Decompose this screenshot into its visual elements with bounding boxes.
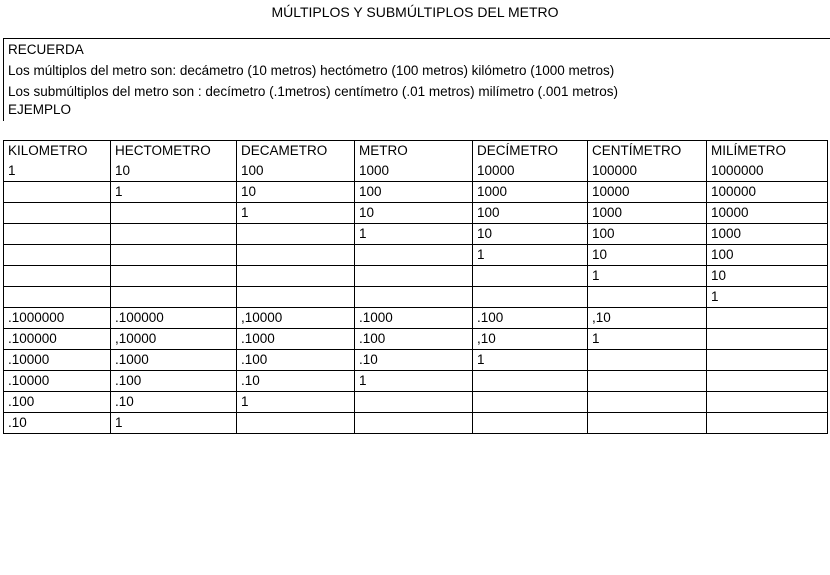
table-cell: [588, 413, 707, 434]
page-title: MÚLTIPLOS Y SUBMÚLTIPLOS DEL METRO: [271, 4, 559, 20]
table-cell: [473, 413, 588, 434]
multiples-text: Los múltiplos del metro son: decámetro (10 metros) hectómetro (100 metros) kilómetro (1000 metros): [8, 63, 615, 78]
table-cell: [707, 392, 828, 413]
table-row: [4, 203, 828, 224]
table-cell: 100: [355, 182, 473, 203]
table-cell: 10: [237, 182, 355, 203]
unit-value: 1000000: [711, 163, 764, 178]
table-cell: 1: [237, 392, 355, 413]
table-cell: 1: [473, 245, 588, 266]
table-cell: 10: [473, 224, 588, 245]
table-row: [4, 224, 828, 245]
unit-value: 1: [8, 163, 16, 178]
table-cell: [355, 413, 473, 434]
unit-value: 1000: [359, 163, 390, 178]
table-cell: [111, 245, 237, 266]
table-cell: [111, 224, 237, 245]
unit-name: DECAMETRO: [241, 143, 328, 158]
header-cell: [355, 141, 473, 182]
table-cell: 1: [355, 224, 473, 245]
table-cell: 10: [355, 203, 473, 224]
table-cell: [237, 266, 355, 287]
submultiples-text: Los submúltiplos del metro son : decímetro (.1metros) centímetro (.01 metros) milímetro (.001 metros): [8, 84, 618, 99]
table-cell: .10: [355, 350, 473, 371]
table-cell: .10: [237, 371, 355, 392]
table-row: [4, 266, 828, 287]
table-cell: 1: [111, 182, 237, 203]
table-cell: .1000: [355, 308, 473, 329]
header-cell: [588, 141, 707, 182]
table-cell: [4, 266, 111, 287]
table-cell: [473, 287, 588, 308]
table-row: [4, 287, 828, 308]
table-cell: [355, 392, 473, 413]
table-cell: 1: [707, 287, 828, 308]
table-cell: 1: [473, 350, 588, 371]
table-row: [4, 371, 828, 392]
table-cell: .100: [355, 329, 473, 350]
table-cell: 1000: [707, 224, 828, 245]
table-cell: 1000: [588, 203, 707, 224]
table-cell: [588, 392, 707, 413]
table-cell: 10: [588, 245, 707, 266]
table-cell: 10: [707, 266, 828, 287]
table-cell: 1: [237, 203, 355, 224]
table-cell: [473, 266, 588, 287]
table-cell: .100: [111, 371, 237, 392]
table-cell: ,10: [588, 308, 707, 329]
unit-value: 100000: [592, 163, 638, 178]
table-cell: .100000: [4, 329, 111, 350]
example-label: EJEMPLO: [8, 102, 72, 117]
unit-value: 100: [241, 163, 264, 178]
unit-name: DECÍMETRO: [477, 143, 558, 158]
unit-value: 10: [115, 163, 131, 178]
conversion-table: [3, 140, 828, 434]
table-cell: .100: [237, 350, 355, 371]
table-cell: 1000: [473, 182, 588, 203]
table-cell: [237, 245, 355, 266]
table-cell: [355, 287, 473, 308]
table-cell: [237, 224, 355, 245]
table-cell: [111, 203, 237, 224]
table-cell: .100000: [111, 308, 237, 329]
table-cell: 1: [588, 329, 707, 350]
table-cell: 100: [588, 224, 707, 245]
table-cell: [473, 392, 588, 413]
table-cell: .10: [4, 413, 111, 434]
table-cell: [111, 287, 237, 308]
table-cell: .100: [473, 308, 588, 329]
header-cell: [473, 141, 588, 182]
header-cell: [111, 141, 237, 182]
table-cell: [4, 245, 111, 266]
table-cell: [707, 371, 828, 392]
table-row: [4, 392, 828, 413]
header-row: [4, 141, 828, 182]
table-cell: 100: [473, 203, 588, 224]
table-cell: [588, 350, 707, 371]
unit-name: HECTOMETRO: [115, 143, 211, 158]
table-cell: .100: [4, 392, 111, 413]
unit-name: MILÍMETRO: [711, 143, 787, 158]
table-cell: .1000000: [4, 308, 111, 329]
header-cell: [4, 141, 111, 182]
table-cell: 1: [111, 413, 237, 434]
table-row: [4, 245, 828, 266]
reminder-box: [3, 38, 830, 121]
table-row: [4, 308, 828, 329]
unit-name: KILOMETRO: [8, 143, 88, 158]
table-cell: [707, 329, 828, 350]
table-cell: [707, 308, 828, 329]
table-cell: [707, 413, 828, 434]
table-cell: [588, 371, 707, 392]
table-cell: ,10: [473, 329, 588, 350]
table-cell: .10000: [4, 350, 111, 371]
table-row: [4, 350, 828, 371]
table-cell: 100: [707, 245, 828, 266]
table-cell: ,10000: [111, 329, 237, 350]
table-cell: [355, 266, 473, 287]
reminder-heading: RECUERDA: [8, 42, 84, 57]
table-cell: 10000: [707, 203, 828, 224]
table-cell: .1000: [237, 329, 355, 350]
table-cell: .10: [111, 392, 237, 413]
table-row: [4, 182, 828, 203]
table-cell: [237, 413, 355, 434]
table-cell: [4, 182, 111, 203]
table-cell: .1000: [111, 350, 237, 371]
table-cell: 100000: [707, 182, 828, 203]
table-cell: .10000: [4, 371, 111, 392]
table-cell: [473, 371, 588, 392]
table-row: [4, 413, 828, 434]
table-cell: [707, 350, 828, 371]
unit-name: CENTÍMETRO: [592, 143, 682, 158]
header-cell: [237, 141, 355, 182]
table-cell: [111, 266, 237, 287]
unit-name: METRO: [359, 143, 408, 158]
table-cell: [4, 224, 111, 245]
table-cell: [4, 287, 111, 308]
table-cell: [355, 245, 473, 266]
table-row: [4, 329, 828, 350]
table-cell: ,10000: [237, 308, 355, 329]
table-cell: [237, 287, 355, 308]
table-cell: [588, 287, 707, 308]
table-cell: 1: [355, 371, 473, 392]
table-cell: [4, 203, 111, 224]
header-cell: [707, 141, 828, 182]
table-cell: 10000: [588, 182, 707, 203]
table-cell: 1: [588, 266, 707, 287]
unit-value: 10000: [477, 163, 515, 178]
